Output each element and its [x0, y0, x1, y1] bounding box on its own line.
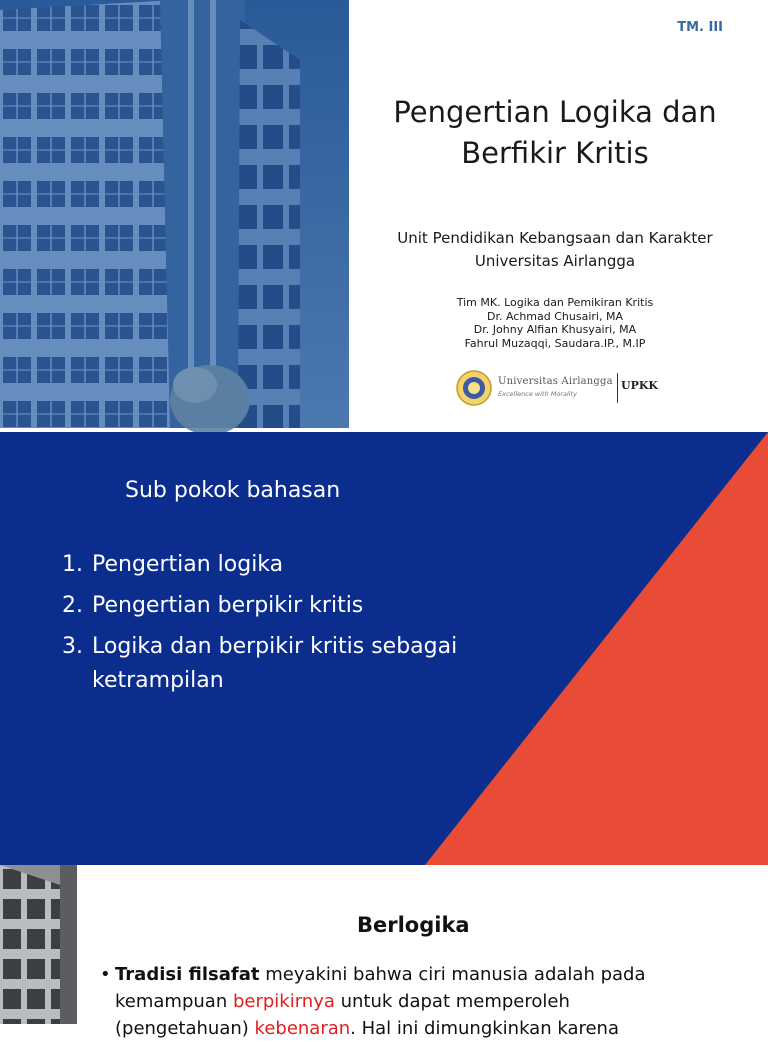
subtitle-line: Universitas Airlangga [474, 252, 636, 270]
building-photo [0, 0, 349, 428]
paragraph-line [100, 961, 660, 988]
session-tag: TM. III [677, 20, 723, 35]
text-span: meyakini bahwa ciri manusia adalah pada [259, 964, 646, 985]
subtitle-line: Unit Pendidikan Kebangsaan dan Karakter [397, 229, 713, 247]
text-span: . Hal ini dimungkinkan karena [350, 1018, 619, 1039]
list-number: 3. [62, 634, 83, 659]
bullet-paragraph [100, 961, 660, 1042]
author-line: Dr. Achmad Chusairi, MA [486, 309, 623, 323]
content-slide [0, 865, 768, 1039]
slide-subtitle [370, 227, 740, 273]
list-item [62, 630, 502, 698]
author-line: Dr. Johny Alfian Khusyairi, MA [473, 323, 637, 336]
title-slide [0, 0, 768, 432]
outline-list [62, 548, 502, 705]
university-tagline: Excellence with Morality [498, 390, 577, 398]
paragraph-line [100, 988, 660, 1015]
author-line: Tim MK. Logika dan Pemikiran Kritis [456, 296, 654, 309]
list-text: Pengertian berpikir kritis [92, 593, 364, 618]
bold-term: Tradisi filsafat [115, 964, 260, 985]
highlight-term: berpikirnya [232, 991, 335, 1012]
content-title: Berlogika [357, 913, 470, 937]
list-text: Logika dan berpikir kritis sebagai ketrampilan [92, 634, 458, 693]
building-illustration [0, 0, 349, 428]
title-line: Pengertian Logika dan [393, 95, 717, 129]
university-logo [456, 370, 696, 408]
list-number: 2. [62, 593, 83, 618]
text-span: (pengetahuan) [115, 1018, 255, 1039]
building-photo-strip [0, 865, 77, 1024]
list-number: 1. [62, 552, 83, 577]
list-text: Pengertian logika [92, 552, 284, 577]
paragraph-line [100, 1015, 660, 1042]
outline-slide [0, 432, 768, 865]
university-seal-icon [456, 370, 492, 406]
list-item [62, 589, 502, 623]
author-list [370, 296, 740, 350]
unit-name: UPKK [621, 379, 658, 392]
text-span: untuk dapat memperoleh [334, 991, 570, 1012]
university-name: Universitas Airlangga [498, 376, 613, 387]
outline-title: Sub pokok bahasan [125, 478, 341, 503]
title-line: Berfikir Kritis [461, 136, 649, 170]
logo-divider [617, 373, 618, 403]
highlight-term: kebenaran [254, 1018, 351, 1039]
slide-title [370, 92, 740, 174]
text-span: kemampuan [115, 991, 233, 1012]
author-line: Fahrul Muzaqqi, Saudara.IP., M.IP [464, 336, 646, 350]
list-item [62, 548, 502, 582]
bullet-marker: • [100, 964, 111, 985]
building-strip-illustration [0, 865, 77, 1024]
